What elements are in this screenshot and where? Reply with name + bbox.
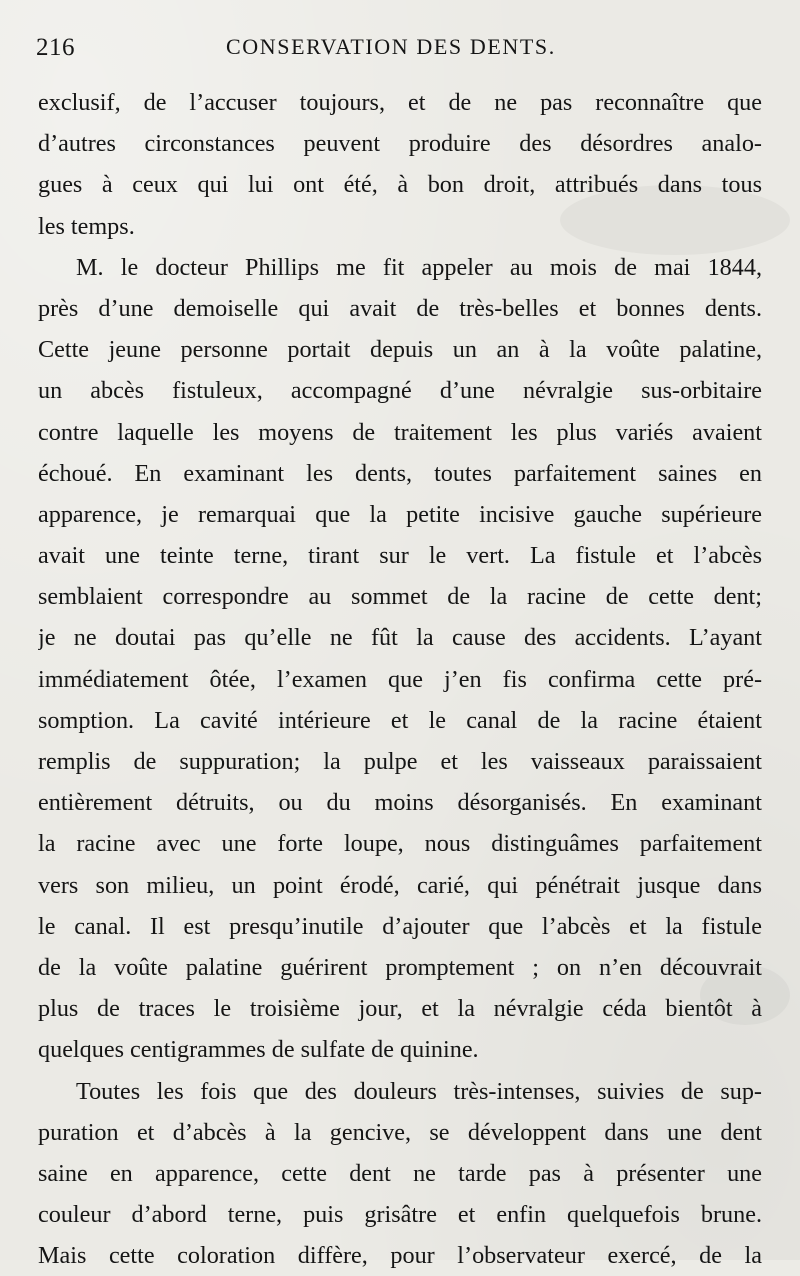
text-line: de la voûte palatine guérirent promptement ; on n’en découvrait: [38, 953, 762, 981]
text-line: près d’une demoiselle qui avait de très-belles et bonnes dents.: [38, 294, 762, 322]
text-line: entièrement détruits, ou du moins désorganisés. En examinant: [38, 789, 762, 817]
text-line: exclusif, de l’accuser toujours, et de ne pas reconnaître que: [38, 89, 762, 116]
text-line: le canal. Il est presqu’inutile d’ajouter que l’abcès et la fistule: [38, 912, 762, 940]
page-number: 216: [36, 34, 75, 61]
text-line: la racine avec une forte loupe, nous distinguâmes parfaitement: [38, 830, 762, 858]
text-line: apparence, je remarquai que la petite incisive gauche supérieure: [38, 500, 762, 528]
text-line: semblaient correspondre au sommet de la racine de cette dent;: [38, 583, 762, 611]
text-line: d’autres circonstances peuvent produire des désordres analo-: [38, 130, 762, 158]
text-line: M. le docteur Phillips me fit appeler au mois de mai 1844,: [76, 253, 762, 281]
page-header: [36, 30, 756, 64]
text-line: contre laquelle les moyens de traitement les plus variés avaient: [38, 418, 762, 446]
text-line: les temps.: [38, 212, 135, 240]
text-line: Mais cette coloration diffère, pour l’observateur exercé, de la: [38, 1242, 762, 1270]
running-title: CONSERVATION DES DENTS.: [226, 34, 556, 59]
text-line: quelques centigrammes de sulfate de quinine.: [38, 1036, 479, 1064]
text-line: couleur d’abord terne, puis grisâtre et enfin quelquefois brune.: [38, 1201, 762, 1229]
text-line: somption. La cavité intérieure et le canal de la racine étaient: [38, 706, 762, 734]
text-line: Cette jeune personne portait depuis un an à la voûte palatine,: [38, 336, 762, 364]
text-line: remplis de suppuration; la pulpe et les vaisseaux paraissaient: [38, 748, 762, 775]
text-line: puration et d’abcès à la gencive, se développent dans une dent: [38, 1118, 762, 1146]
text-line: avait une teinte terne, tirant sur le vert. La fistule et l’abcès: [38, 542, 762, 570]
body-text: [38, 82, 762, 1276]
text-line: vers son milieu, un point érodé, carié, qui pénétrait jusque dans: [38, 871, 762, 899]
text-line: plus de traces le troisième jour, et la névralgie céda bientôt à: [38, 995, 762, 1023]
text-line: je ne doutai pas qu’elle ne fût la cause des accidents. L’ayant: [38, 624, 762, 652]
text-line: Toutes les fois que des douleurs très-intenses, suivies de sup-: [76, 1077, 762, 1105]
text-line: gues à ceux qui lui ont été, à bon droit, attribués dans tous: [38, 171, 762, 199]
text-line: échoué. En examinant les dents, toutes parfaitement saines en: [38, 459, 762, 487]
text-line: saine en apparence, cette dent ne tarde pas à présenter une: [38, 1159, 762, 1187]
text-line: un abcès fistuleux, accompagné d’une névralgie sus-orbitaire: [38, 377, 762, 405]
text-line: immédiatement ôtée, l’examen que j’en fis confirma cette pré-: [38, 665, 762, 693]
